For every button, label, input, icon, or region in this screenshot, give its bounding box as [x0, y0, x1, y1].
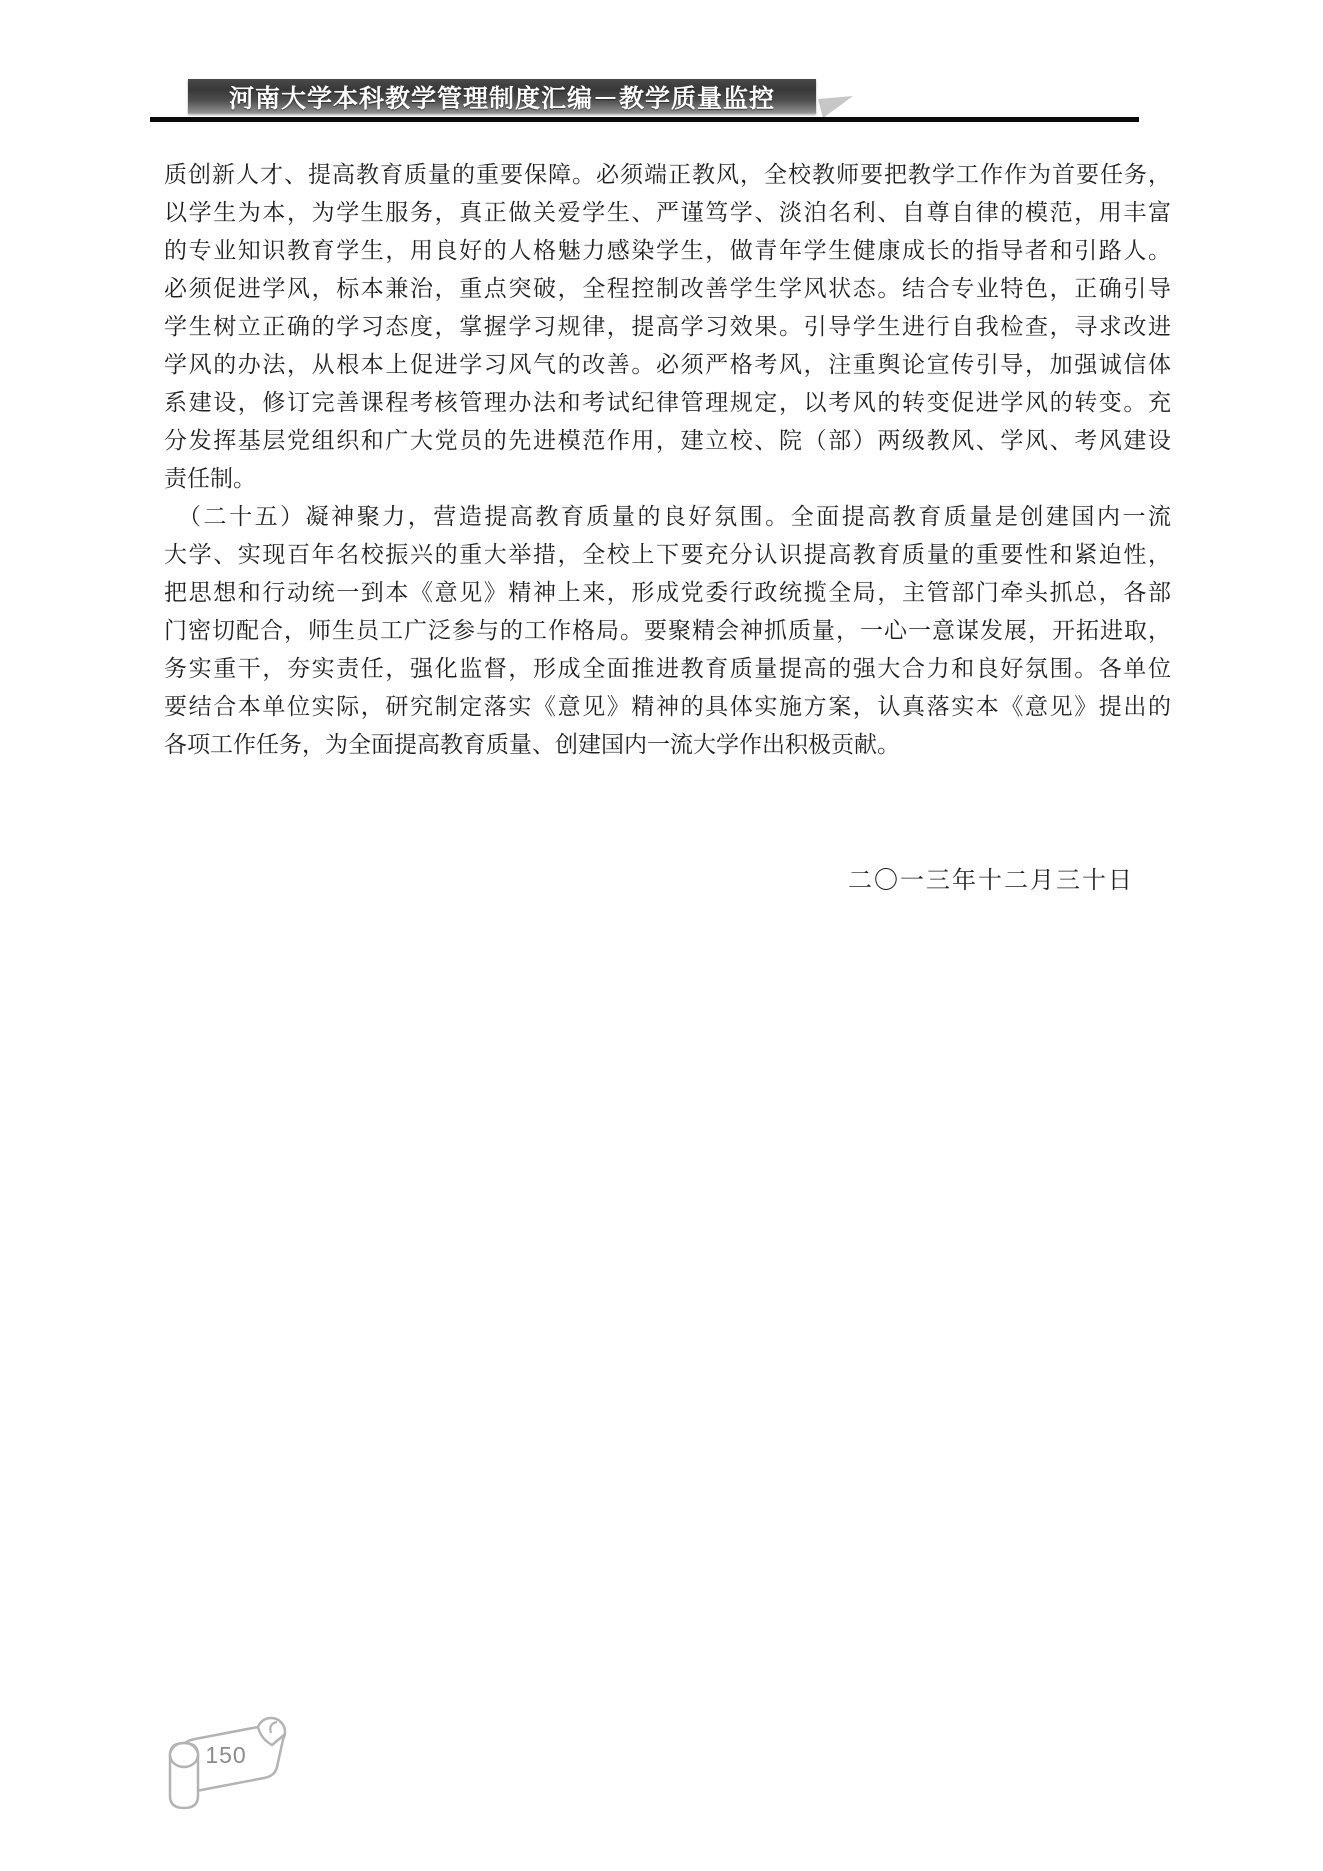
text-line: 要结合本单位实际，研究制定落实《意见》精神的具体实施方案，认真落实本《意见》提出的	[164, 694, 1171, 719]
text-line: 分发挥基层党组织和广大党员的先进模范作用，建立校、院（部）两级教风、学风、考风建设	[164, 428, 1171, 453]
text-line: （二十五）凝神聚力，营造提高教育质量的良好氛围。全面提高教育质量是创建国内一流	[164, 504, 1171, 529]
text-line: 必须促进学风，标本兼治，重点突破，全程控制改善学生学风状态。结合专业特色，正确引导	[164, 276, 1171, 301]
text-line: 各项工作任务，为全面提高教育质量、创建国内一流大学作出积极贡献。	[164, 732, 900, 757]
header-banner	[188, 79, 816, 114]
text-line: 学风的办法，从根本上促进学习风气的改善。必须严格考风，注重舆论宣传引导，加强诚信体	[164, 352, 1171, 377]
text-line: 学生树立正确的学习态度，掌握学习规律，提高学习效果。引导学生进行自我检查，寻求改进	[164, 314, 1171, 339]
page-footer	[158, 1712, 290, 1812]
page-number: 150	[205, 1742, 247, 1768]
header-banner-title: 河南大学本科教学管理制度汇编－教学质量监控	[228, 85, 775, 113]
document-body	[164, 156, 1171, 764]
text-line: 质创新人才、提高教育质量的重要保障。必须端正教风，全校教师要把教学工作作为首要任务，	[164, 162, 1171, 187]
text-line: 务实重干，夯实责任，强化监督，形成全面推进教育质量提高的强大合力和良好氛围。各单位	[164, 656, 1171, 681]
text-line: 门密切配合，师生员工广泛参与的工作格局。要聚精会神抓质量，一心一意谋发展，开拓进取，	[164, 618, 1171, 643]
text-line: 的专业知识教育学生，用良好的人格魅力感染学生，做青年学生健康成长的指导者和引路人。	[164, 238, 1171, 263]
text-line: 责任制。	[164, 466, 256, 491]
text-line: 把思想和行动统一到本《意见》精神上来，形成党委行政统揽全局，主管部门牵头抓总，各部	[164, 580, 1171, 605]
text-line: 大学、实现百年名校振兴的重大举措，全校上下要充分认识提高教育质量的重要性和紧迫性，	[164, 542, 1171, 567]
banner-corner-flag-icon	[816, 96, 854, 119]
text-line: 系建设，修订完善课程考核管理办法和考试纪律管理规定，以考风的转变促进学风的转变。充	[164, 390, 1171, 415]
document-date: 二〇一三年十二月三十日	[848, 868, 1134, 894]
text-line: 以学生为本，为学生服务，真正做关爱学生、严谨笃学、淡泊名利、自尊自律的模范，用丰富	[164, 200, 1171, 225]
header-rule	[150, 117, 1139, 122]
